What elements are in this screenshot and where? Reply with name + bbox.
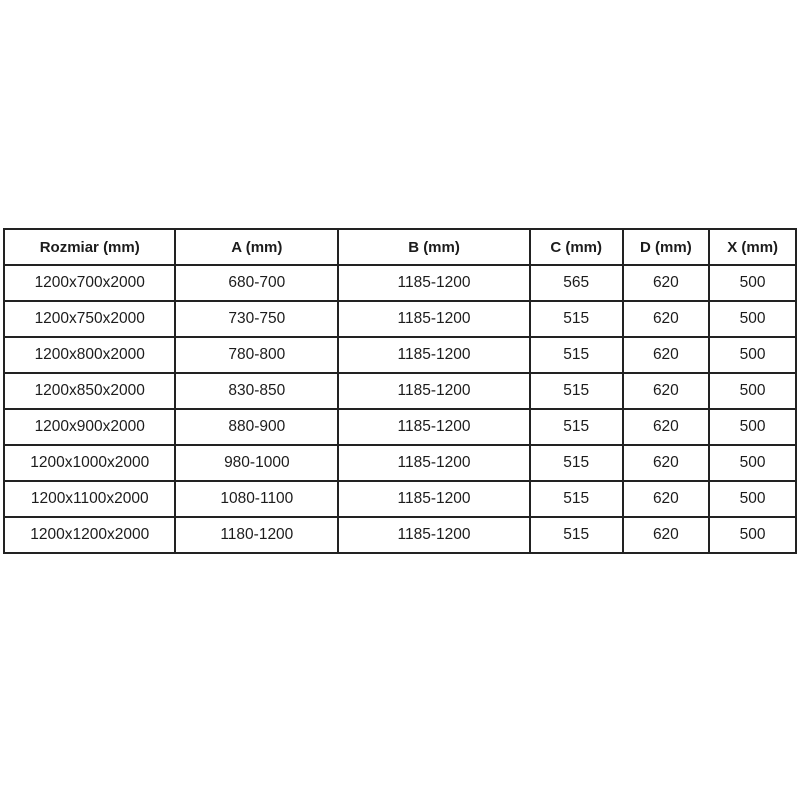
table-cell: 1200x900x2000 [4,409,175,445]
table-row [4,409,796,445]
table-cell: 1185-1200 [338,265,530,301]
table-cell: 780-800 [175,337,338,373]
table-header-row [4,229,796,265]
table-row [4,445,796,481]
table-row [4,481,796,517]
table-cell: 515 [530,301,623,337]
table-cell: 1200x800x2000 [4,337,175,373]
table-cell: 500 [709,265,796,301]
column-header: D (mm) [623,229,710,265]
dimensions-table [3,228,797,554]
column-header: Rozmiar (mm) [4,229,175,265]
table-cell: 880-900 [175,409,338,445]
table-cell: 1185-1200 [338,517,530,553]
table-cell: 500 [709,481,796,517]
table-cell: 830-850 [175,373,338,409]
table-row [4,373,796,409]
table-cell: 500 [709,517,796,553]
table-cell: 620 [623,445,710,481]
table-cell: 620 [623,409,710,445]
table-cell: 1080-1100 [175,481,338,517]
table-cell: 515 [530,517,623,553]
table-cell: 515 [530,409,623,445]
table-cell: 500 [709,337,796,373]
table-cell: 515 [530,373,623,409]
table-cell: 1185-1200 [338,301,530,337]
table-cell: 980-1000 [175,445,338,481]
table-cell: 1180-1200 [175,517,338,553]
column-header: C (mm) [530,229,623,265]
table-cell: 1185-1200 [338,445,530,481]
table-row [4,265,796,301]
table-cell: 1200x1000x2000 [4,445,175,481]
table-cell: 620 [623,301,710,337]
column-header: B (mm) [338,229,530,265]
table-row [4,301,796,337]
table-cell: 620 [623,373,710,409]
table-cell: 1200x700x2000 [4,265,175,301]
table-cell: 1200x1100x2000 [4,481,175,517]
table-cell: 565 [530,265,623,301]
table-cell: 620 [623,265,710,301]
table-cell: 500 [709,373,796,409]
table-row [4,337,796,373]
column-header: A (mm) [175,229,338,265]
table-cell: 730-750 [175,301,338,337]
table-cell: 515 [530,445,623,481]
table-cell: 1200x750x2000 [4,301,175,337]
table-cell: 500 [709,301,796,337]
table-cell: 500 [709,409,796,445]
table-cell: 620 [623,337,710,373]
table-cell: 620 [623,481,710,517]
table-body [4,265,796,553]
table-cell: 1200x850x2000 [4,373,175,409]
table-row [4,517,796,553]
table-cell: 680-700 [175,265,338,301]
table-cell: 500 [709,445,796,481]
table-cell: 1185-1200 [338,373,530,409]
table-cell: 620 [623,517,710,553]
table-cell: 1185-1200 [338,481,530,517]
table-cell: 1200x1200x2000 [4,517,175,553]
column-header: X (mm) [709,229,796,265]
table-cell: 1185-1200 [338,337,530,373]
table-cell: 515 [530,481,623,517]
table-cell: 515 [530,337,623,373]
table-cell: 1185-1200 [338,409,530,445]
